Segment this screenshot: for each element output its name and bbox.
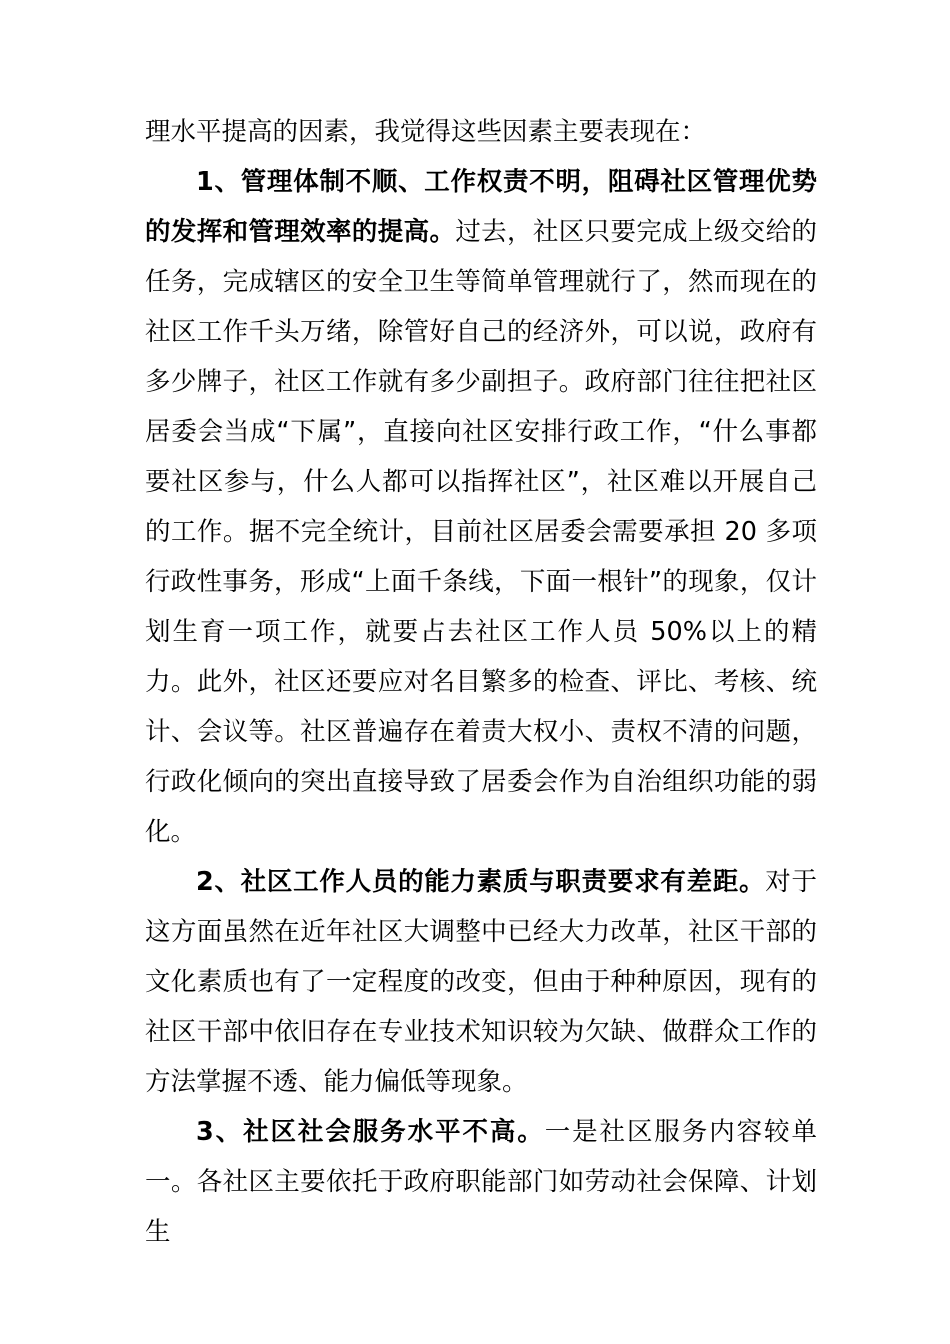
paragraph-heading: 1、管理体制不顺、工作权责不明，阻碍社区管理优势的发挥和管理效率的提高。 (145, 167, 817, 247)
paragraph-continuation (145, 107, 817, 157)
paragraph-text: 理水平提高的因素，我觉得这些因素主要表现在： (145, 117, 707, 147)
document-body (145, 107, 817, 1257)
paragraph-2 (145, 857, 817, 1107)
paragraph-text: 对于这方面虽然在近年社区大调整中已经大力改革，社区干部的文化素质也有了一定程度的改变，但由于种种原因，现有的社区干部中依旧存在专业技术知识较为欠缺、做群众工作的方法掌握不透、能力偏低等现象。 (145, 867, 817, 1097)
paragraph-heading: 2、社区工作人员的能力素质与职责要求有差距。 (196, 867, 766, 897)
paragraph-3 (145, 1107, 817, 1257)
paragraph-text: 过去，社区只要完成上级交给的任务，完成辖区的安全卫生等简单管理就行了，然而现在的社区工作千头万绪，除管好自己的经济外，可以说，政府有多少牌子，社区工作就有多少副担子。政府部门往往把社区居委会当成“下属”，直接向社区安排行政工作，“什么事都要社区参与，什么人都可以指挥社区”，社区难以开展自己的工作。据不完全统计，目前社区居委会需要承担 20 多项行政性事务，形成“上面千条线，下面一根针”的现象，仅计划生育一项工作，就要占去社区工作人员 50%以上的精力。此外，社区还要应对名目繁多的检查、评比、考核、统计、会议等。社区普遍存在着责大权小、责权不清的问题，行政化倾向的突出直接导致了居委会作为自治组织功能的弱化。 (145, 217, 817, 847)
paragraph-heading: 3、社区社会服务水平不高。 (196, 1117, 545, 1147)
paragraph-text: 一是社区服务内容较单一。各社区主要依托于政府职能部门如劳动社会保障、计划生 (145, 1117, 817, 1247)
paragraph-1 (145, 157, 817, 857)
